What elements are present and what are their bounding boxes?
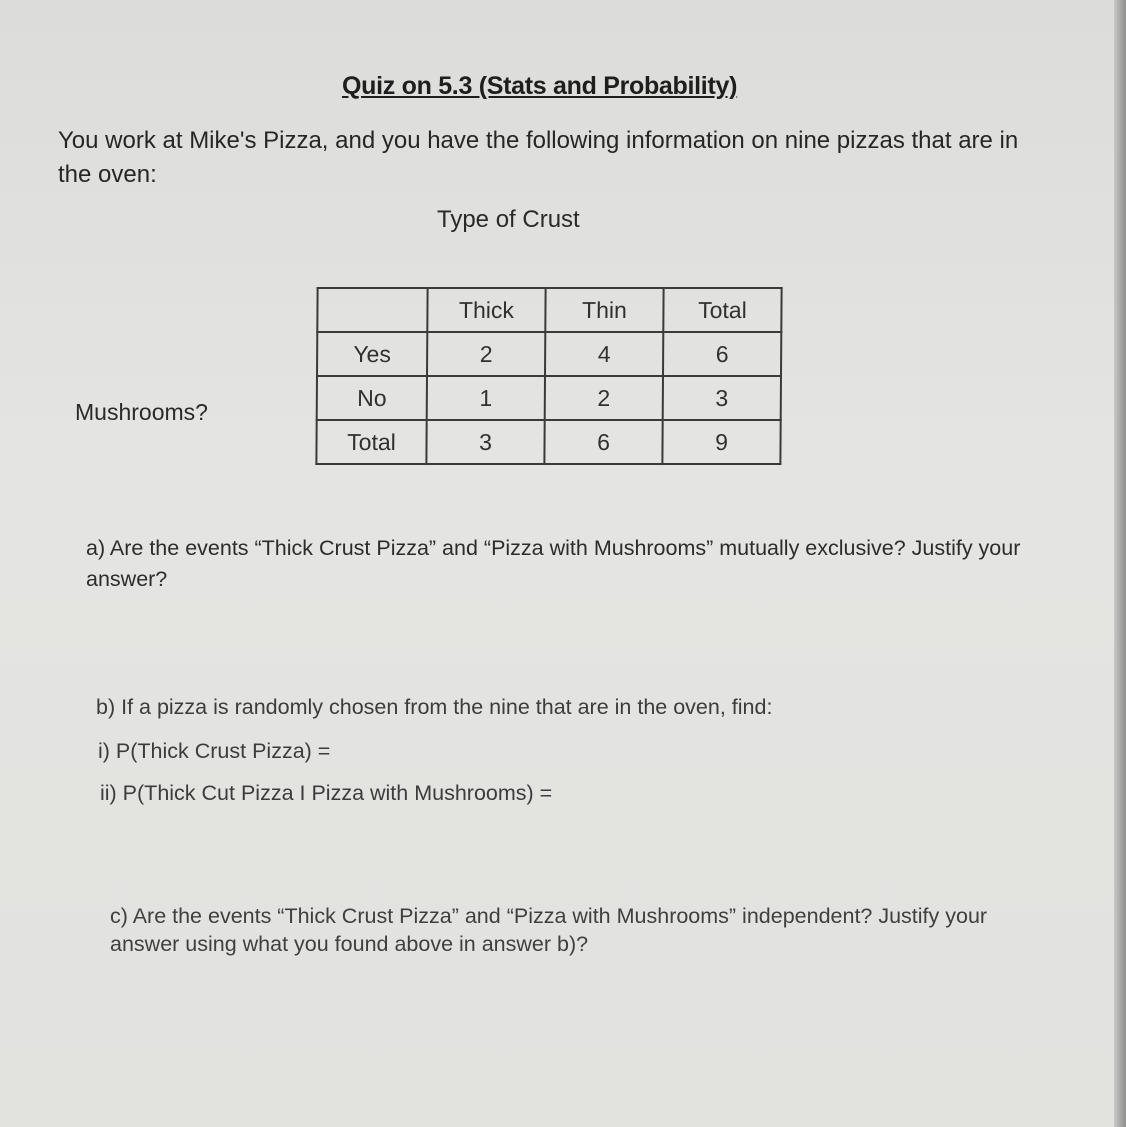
table-header-cell: Thin (545, 288, 663, 332)
table-cell: 3 (426, 420, 544, 464)
table-row (317, 376, 781, 420)
question-a: a) Are the events “Thick Crust Pizza” and “Pizza with Mushrooms” mutually exclusive? Justify your answer? (86, 536, 1021, 591)
table-header-cell: Thick (427, 288, 545, 332)
table-cell: 1 (427, 376, 545, 420)
table-header-cell: Total (663, 288, 781, 332)
monitor-edge (1114, 0, 1126, 1127)
question-b-i: i) P(Thick Crust Pizza) = (98, 739, 331, 763)
table-cell: 4 (545, 332, 663, 376)
table-cell: 6 (544, 420, 662, 464)
table-cell: 2 (427, 332, 545, 376)
table-row (316, 420, 780, 464)
table-row (317, 332, 781, 376)
table-row-header: Total (316, 420, 426, 464)
table-header-row (317, 288, 781, 332)
table-row-header: Yes (317, 332, 427, 376)
table-header-cell (317, 288, 427, 332)
question-b-ii: ii) P(Thick Cut Pizza I Pizza with Mushrooms) = (100, 781, 553, 805)
two-way-table (315, 287, 782, 465)
table-cell: 2 (545, 376, 663, 420)
table-cell: 6 (663, 332, 781, 376)
question-c: c) Are the events “Thick Crust Pizza” and “Pizza with Mushrooms” independent? Justify your answer using what you found above in answer b)? (110, 904, 988, 956)
table-cell: 3 (663, 376, 781, 420)
row-group-label: Mushrooms? (75, 399, 208, 425)
column-group-label: Type of Crust (437, 206, 580, 233)
quiz-title: Quiz on 5.3 (Stats and Probability) (342, 72, 738, 100)
intro-text: You work at Mike's Pizza, and you have the following information on nine pizzas that are in the oven: (58, 127, 1019, 188)
table-row-header: No (317, 376, 427, 420)
table-cell: 9 (662, 420, 780, 464)
question-b: b) If a pizza is randomly chosen from the nine that are in the oven, find: (96, 695, 773, 719)
